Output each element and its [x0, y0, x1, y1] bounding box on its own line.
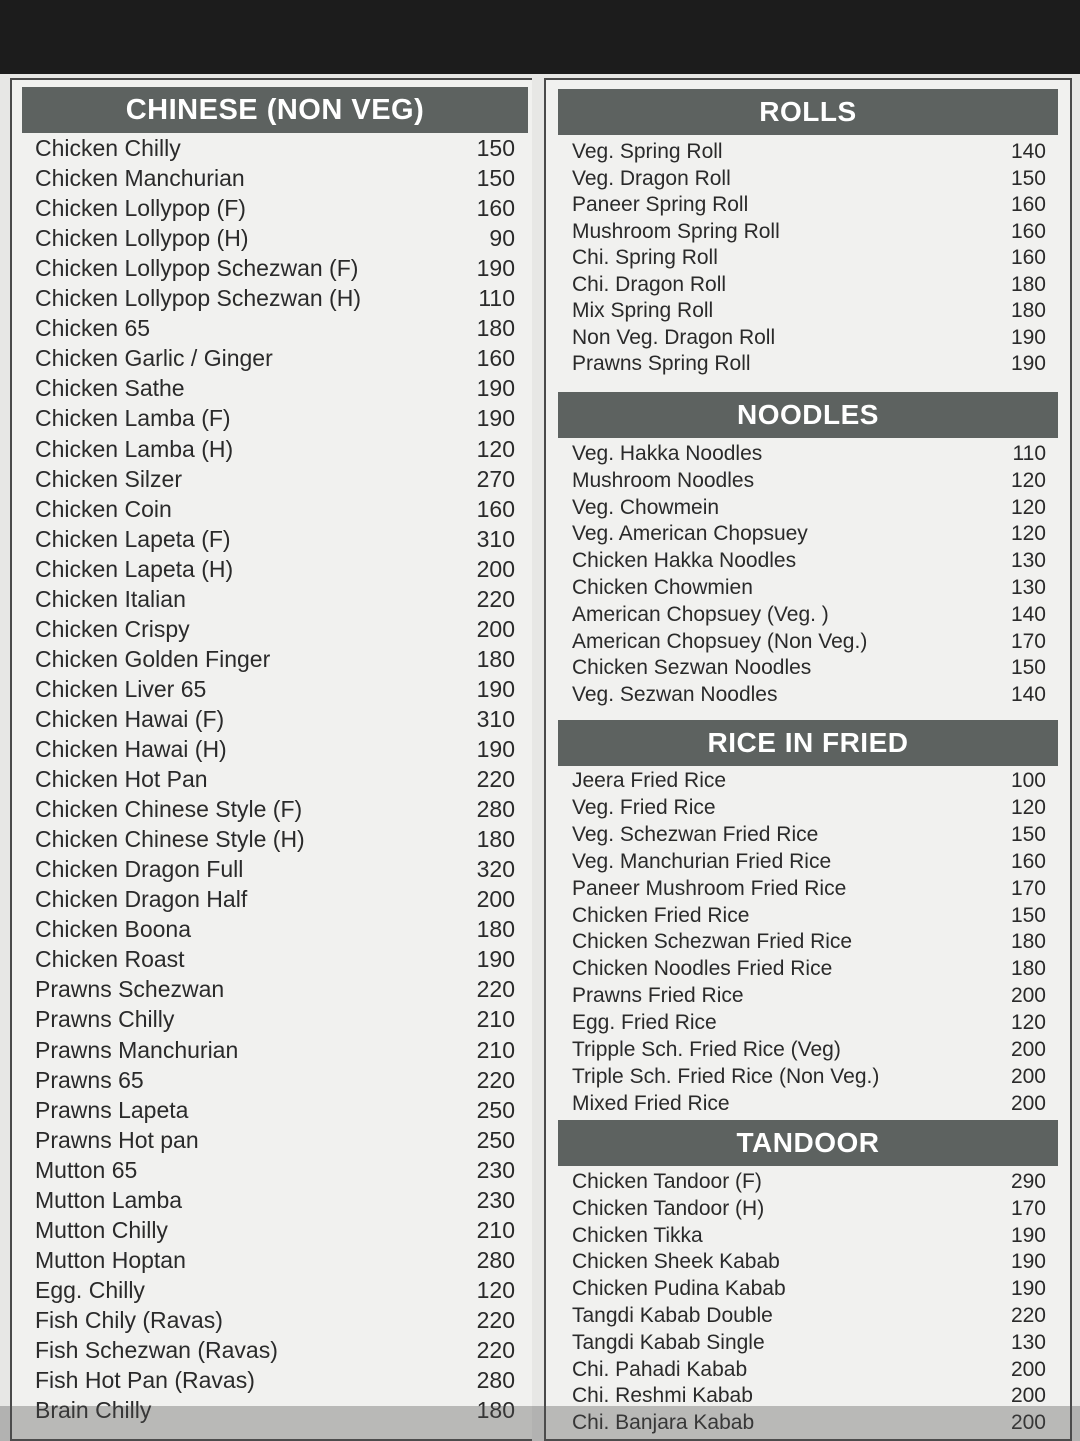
item-name: Chicken Lamba (H)	[35, 435, 234, 462]
item-name: Chicken Sezwan Noodles	[572, 656, 812, 680]
menu-item	[572, 683, 1046, 710]
menu-item	[572, 957, 1046, 984]
bottom-shade	[0, 1406, 1080, 1441]
item-price: 150	[1010, 903, 1046, 927]
item-name: Chicken Manchurian	[35, 165, 245, 192]
menu-item	[35, 886, 515, 916]
item-name: Prawns Chilly	[35, 1006, 175, 1033]
item-name: Veg. Chowmein	[572, 495, 720, 519]
menu-item	[35, 1187, 515, 1217]
item-name: Chicken Hawai (H)	[35, 736, 227, 762]
item-name: Chicken Lollypop (F)	[35, 195, 246, 222]
item-name: Prawns Spring Roll	[572, 352, 751, 375]
item-price: 180	[476, 916, 515, 943]
menu-item	[572, 469, 1046, 496]
menu-item	[572, 352, 1046, 379]
item-name: Mix Spring Roll	[572, 299, 714, 322]
item-name: Chicken Chinese Style (F)	[35, 796, 303, 823]
menu-item	[35, 616, 515, 646]
menu-item	[572, 656, 1046, 683]
item-price: 270	[476, 465, 515, 492]
item-price: 200	[476, 615, 515, 642]
menu-item	[35, 165, 515, 195]
item-price: 220	[476, 1066, 515, 1093]
menu-item	[572, 522, 1046, 549]
menu-item	[572, 220, 1046, 247]
item-name: Mutton Chilly	[35, 1216, 168, 1243]
item-name: Fish Chily (Ravas)	[35, 1306, 223, 1333]
menu-item	[35, 436, 515, 466]
item-price: 190	[1010, 1277, 1046, 1301]
item-price: 210	[476, 1006, 515, 1033]
item-name: Fish Schezwan (Ravas)	[35, 1337, 278, 1363]
menu-item	[572, 326, 1046, 353]
item-price: 190	[476, 736, 515, 762]
item-name: Chicken Chilly	[35, 135, 181, 161]
item-name: Veg. Hakka Noodles	[572, 442, 763, 465]
menu-item	[572, 273, 1046, 300]
item-name: Tangdi Kabab Double	[572, 1304, 773, 1327]
menu-item	[572, 1331, 1046, 1358]
menu-item	[572, 984, 1046, 1011]
menu-item	[35, 375, 515, 405]
item-price: 120	[476, 435, 515, 462]
item-name: Chi. Banjara Kabab	[572, 1411, 755, 1435]
menu-item	[35, 496, 515, 526]
item-price: 180	[476, 315, 515, 342]
menu-item	[35, 1127, 515, 1157]
item-price: 310	[476, 525, 515, 552]
menu-item	[35, 976, 515, 1006]
item-price: 220	[1010, 1304, 1046, 1327]
item-name: Chicken 65	[35, 315, 151, 342]
item-price: 110	[1012, 442, 1046, 465]
item-price: 200	[1010, 1064, 1046, 1088]
item-name: Chicken Silzer	[35, 465, 182, 492]
item-price: 150	[476, 135, 515, 161]
item-name: Prawns Manchurian	[35, 1036, 239, 1063]
item-name: Chicken Fried Rice	[572, 903, 750, 927]
item-name: Chicken Tandoor (F)	[572, 1170, 762, 1193]
menu-item	[35, 556, 515, 586]
item-price: 310	[476, 705, 515, 732]
menu-item	[35, 1067, 515, 1097]
item-name: Mixed Fried Rice	[572, 1091, 730, 1115]
menu-item	[35, 405, 515, 435]
item-name: Prawns Fried Rice	[572, 984, 744, 1008]
item-name: American Chopsuey (Veg. )	[572, 602, 829, 626]
item-price: 160	[476, 195, 515, 222]
item-price: 90	[489, 225, 515, 252]
menu-item	[572, 877, 1046, 904]
item-name: Paneer Mushroom Fried Rice	[572, 876, 847, 900]
item-price: 140	[1010, 140, 1046, 163]
item-name: Chicken Roast	[35, 946, 185, 973]
item-price: 110	[478, 285, 515, 312]
menu-item	[572, 576, 1046, 603]
item-name: Chicken Golden Finger	[35, 645, 271, 672]
item-price: 160	[1010, 193, 1046, 216]
item-name: Tripple Sch. Fried Rice (Veg)	[572, 1038, 841, 1061]
menu-item	[35, 1097, 515, 1127]
item-price: 140	[1010, 683, 1046, 707]
item-name: Triple Sch. Fried Rice (Non Veg.)	[572, 1064, 880, 1088]
item-name: Chicken Schezwan Fried Rice	[572, 930, 853, 954]
item-name: Chicken Coin	[35, 495, 172, 522]
item-name: American Chopsuey (Non Veg.)	[572, 629, 868, 653]
item-price: 120	[1010, 795, 1046, 819]
menu-item	[572, 769, 1046, 796]
item-price: 190	[476, 946, 515, 973]
item-price: 150	[1010, 822, 1046, 846]
item-price: 230	[476, 1156, 515, 1183]
item-name: Chicken Tandoor (H)	[572, 1196, 765, 1220]
menu-item	[572, 246, 1046, 273]
item-price: 120	[1010, 522, 1046, 546]
item-price: 220	[476, 1337, 515, 1363]
item-name: Mutton Lamba	[35, 1186, 183, 1213]
item-price: 280	[476, 1367, 515, 1394]
menu-item	[572, 1092, 1046, 1119]
menu-item	[35, 225, 515, 255]
item-name: Chicken Boona	[35, 916, 191, 943]
item-name: Non Veg. Dragon Roll	[572, 325, 776, 349]
menu-item	[35, 315, 515, 345]
item-price: 140	[1010, 602, 1046, 626]
menu-item	[572, 1038, 1046, 1065]
menu-item	[35, 1277, 515, 1307]
item-price: 180	[1010, 272, 1046, 296]
menu-item	[572, 823, 1046, 850]
item-price: 220	[476, 1306, 515, 1333]
item-price: 120	[476, 1276, 515, 1303]
item-price: 280	[476, 1246, 515, 1273]
menu-item	[35, 1307, 515, 1337]
item-name: Paneer Spring Roll	[572, 193, 749, 216]
item-name: Chi. Pahadi Kabab	[572, 1357, 748, 1381]
menu-item	[572, 193, 1046, 220]
menu-item	[572, 140, 1046, 167]
menu-item	[35, 345, 515, 375]
item-name: Mutton Hoptan	[35, 1246, 186, 1273]
item-name: Prawns 65	[35, 1066, 144, 1093]
item-price: 210	[476, 1036, 515, 1063]
item-name: Chi. Spring Roll	[572, 246, 718, 269]
item-price: 200	[476, 555, 515, 582]
item-name: Chicken Dragon Half	[35, 886, 248, 913]
item-price: 160	[476, 495, 515, 522]
item-name: Chicken Pudina Kabab	[572, 1277, 786, 1301]
item-name: Chicken Liver 65	[35, 675, 207, 702]
item-price: 250	[476, 1126, 515, 1153]
item-name: Chicken Tikka	[572, 1223, 703, 1247]
menu-item	[572, 299, 1046, 326]
menu-item	[35, 916, 515, 946]
menu-item	[35, 526, 515, 556]
menu-item	[35, 1367, 515, 1397]
item-name: Prawns Hot pan	[35, 1126, 199, 1153]
section-header-rolls: ROLLS	[558, 89, 1058, 135]
item-price: 170	[1010, 876, 1046, 900]
item-price: 190	[1010, 1223, 1046, 1247]
menu-item	[35, 135, 515, 165]
item-price: 130	[1010, 549, 1046, 573]
item-name: Veg. Sezwan Noodles	[572, 683, 778, 707]
item-price: 120	[1010, 468, 1046, 492]
menu-item	[572, 630, 1046, 657]
item-price: 210	[476, 1216, 515, 1243]
menu-item	[35, 796, 515, 826]
item-name: Chicken Lollypop (H)	[35, 225, 249, 252]
item-name: Chicken Hot Pan	[35, 766, 208, 793]
item-name: Chicken Lapeta (F)	[35, 525, 231, 552]
item-price: 190	[1010, 352, 1046, 375]
item-name: Chicken Hawai (F)	[35, 705, 225, 732]
menu-item	[35, 1157, 515, 1187]
menu-item	[572, 904, 1046, 931]
item-price: 160	[1010, 246, 1046, 269]
menu-item	[572, 1011, 1046, 1038]
menu-item	[35, 466, 515, 496]
menu-item	[35, 285, 515, 315]
item-name: Egg. Fried Rice	[572, 1011, 717, 1035]
item-name: Prawns Lapeta	[35, 1096, 189, 1123]
item-name: Mushroom Noodles	[572, 468, 755, 492]
menu-item	[35, 255, 515, 285]
item-name: Fish Hot Pan (Ravas)	[35, 1367, 255, 1394]
item-price: 120	[1010, 1011, 1046, 1035]
menu-item	[572, 1170, 1046, 1197]
menu-item	[35, 1217, 515, 1247]
item-name: Veg. Schezwan Fried Rice	[572, 822, 819, 846]
section-header-noodles: NOODLES	[558, 392, 1058, 438]
item-price: 170	[1010, 1196, 1046, 1220]
item-price: 130	[1010, 1330, 1046, 1354]
item-name: Veg. American Chopsuey	[572, 522, 808, 546]
menu-item	[572, 442, 1046, 469]
item-price: 170	[1010, 629, 1046, 653]
menu-item	[35, 586, 515, 616]
menu-item	[572, 1224, 1046, 1251]
menu-item	[35, 706, 515, 736]
item-name: Veg. Manchurian Fried Rice	[572, 849, 832, 873]
item-price: 200	[1010, 984, 1046, 1008]
item-price: 120	[1010, 495, 1046, 519]
item-price: 180	[476, 1397, 515, 1424]
item-price: 180	[476, 645, 515, 672]
item-name: Prawns Schezwan	[35, 976, 225, 1003]
item-price: 200	[1010, 1411, 1046, 1435]
menu-item	[35, 766, 515, 796]
item-price: 190	[1010, 1250, 1046, 1274]
item-name: Chicken Lamba (F)	[35, 405, 231, 432]
item-name: Chicken Dragon Full	[35, 856, 244, 883]
item-price: 100	[1010, 769, 1046, 792]
item-price: 230	[476, 1186, 515, 1213]
menu-item	[572, 796, 1046, 823]
item-price: 190	[476, 375, 515, 402]
item-price: 200	[476, 886, 515, 913]
item-price: 320	[476, 856, 515, 883]
item-price: 150	[1010, 166, 1046, 190]
item-price: 280	[476, 796, 515, 823]
item-name: Chicken Italian	[35, 585, 186, 612]
item-name: Chicken Lollypop Schezwan (F)	[35, 255, 359, 282]
item-price: 220	[476, 766, 515, 793]
item-name: Veg. Spring Roll	[572, 140, 723, 163]
item-price: 200	[1010, 1038, 1046, 1061]
item-price: 150	[1010, 656, 1046, 680]
item-name: Chicken Sathe	[35, 375, 185, 402]
item-name: Chicken Crispy	[35, 615, 190, 642]
item-name: Chicken Lapeta (H)	[35, 555, 234, 582]
menu-item	[35, 946, 515, 976]
menu-item	[572, 1277, 1046, 1304]
item-price: 130	[1010, 576, 1046, 599]
item-price: 180	[1010, 957, 1046, 981]
menu-item	[572, 549, 1046, 576]
section-header-rice-in-fried: RICE IN FRIED	[558, 720, 1058, 766]
item-name: Chicken Hakka Noodles	[572, 549, 797, 573]
item-name: Tangdi Kabab Single	[572, 1330, 765, 1354]
item-name: Chicken Sheek Kabab	[572, 1250, 780, 1274]
item-price: 250	[476, 1096, 515, 1123]
menu-item	[572, 1065, 1046, 1092]
menu-item	[572, 603, 1046, 630]
item-price: 150	[476, 165, 515, 192]
top-bar	[0, 0, 1080, 74]
item-price: 190	[1010, 325, 1046, 349]
item-price: 180	[1010, 299, 1046, 322]
item-name: Chicken Lollypop Schezwan (H)	[35, 285, 361, 312]
menu-item	[35, 1247, 515, 1277]
menu-item	[35, 1337, 515, 1367]
item-name: Chicken Garlic / Ginger	[35, 345, 273, 372]
item-name: Mushroom Spring Roll	[572, 219, 780, 243]
item-price: 160	[476, 345, 515, 372]
menu-item	[572, 1197, 1046, 1224]
item-price: 200	[1010, 1357, 1046, 1381]
item-price: 190	[476, 675, 515, 702]
item-price: 180	[476, 826, 515, 853]
section-header-tandoor: TANDOOR	[558, 1120, 1058, 1166]
menu-item	[572, 167, 1046, 194]
item-price: 180	[1010, 930, 1046, 954]
menu-item	[572, 850, 1046, 877]
item-price: 290	[1010, 1170, 1046, 1193]
item-name: Egg. Chilly	[35, 1276, 145, 1303]
item-price: 190	[476, 255, 515, 282]
menu-item	[35, 1037, 515, 1067]
menu-item	[572, 1358, 1046, 1385]
menu-item	[35, 646, 515, 676]
item-name: Chicken Noodles Fried Rice	[572, 957, 833, 981]
menu-item	[572, 930, 1046, 957]
menu-item	[572, 1250, 1046, 1277]
item-name: Brain Chilly	[35, 1397, 152, 1424]
menu-item	[35, 676, 515, 706]
item-price: 200	[1010, 1091, 1046, 1115]
section-header-chinese-non-veg: CHINESE (NON VEG)	[22, 87, 528, 133]
item-name: Veg. Dragon Roll	[572, 166, 731, 190]
item-name: Chi. Reshmi Kabab	[572, 1384, 753, 1408]
item-price: 220	[476, 585, 515, 612]
menu-item	[35, 195, 515, 225]
menu-item	[572, 1304, 1046, 1331]
item-price: 160	[1010, 849, 1046, 873]
item-name: Chicken Chowmien	[572, 576, 753, 599]
item-name: Mutton 65	[35, 1156, 138, 1183]
item-price: 200	[1010, 1384, 1046, 1408]
item-price: 190	[476, 405, 515, 432]
menu-item	[35, 736, 515, 766]
item-price: 220	[476, 976, 515, 1003]
menu-item	[572, 496, 1046, 523]
item-name: Jeera Fried Rice	[572, 769, 727, 792]
item-price: 160	[1010, 219, 1046, 243]
item-name: Veg. Fried Rice	[572, 795, 716, 819]
menu-item	[35, 1006, 515, 1036]
item-name: Chicken Chinese Style (H)	[35, 826, 305, 853]
menu-item	[35, 826, 515, 856]
menu-item	[35, 856, 515, 886]
item-name: Chi. Dragon Roll	[572, 272, 727, 296]
